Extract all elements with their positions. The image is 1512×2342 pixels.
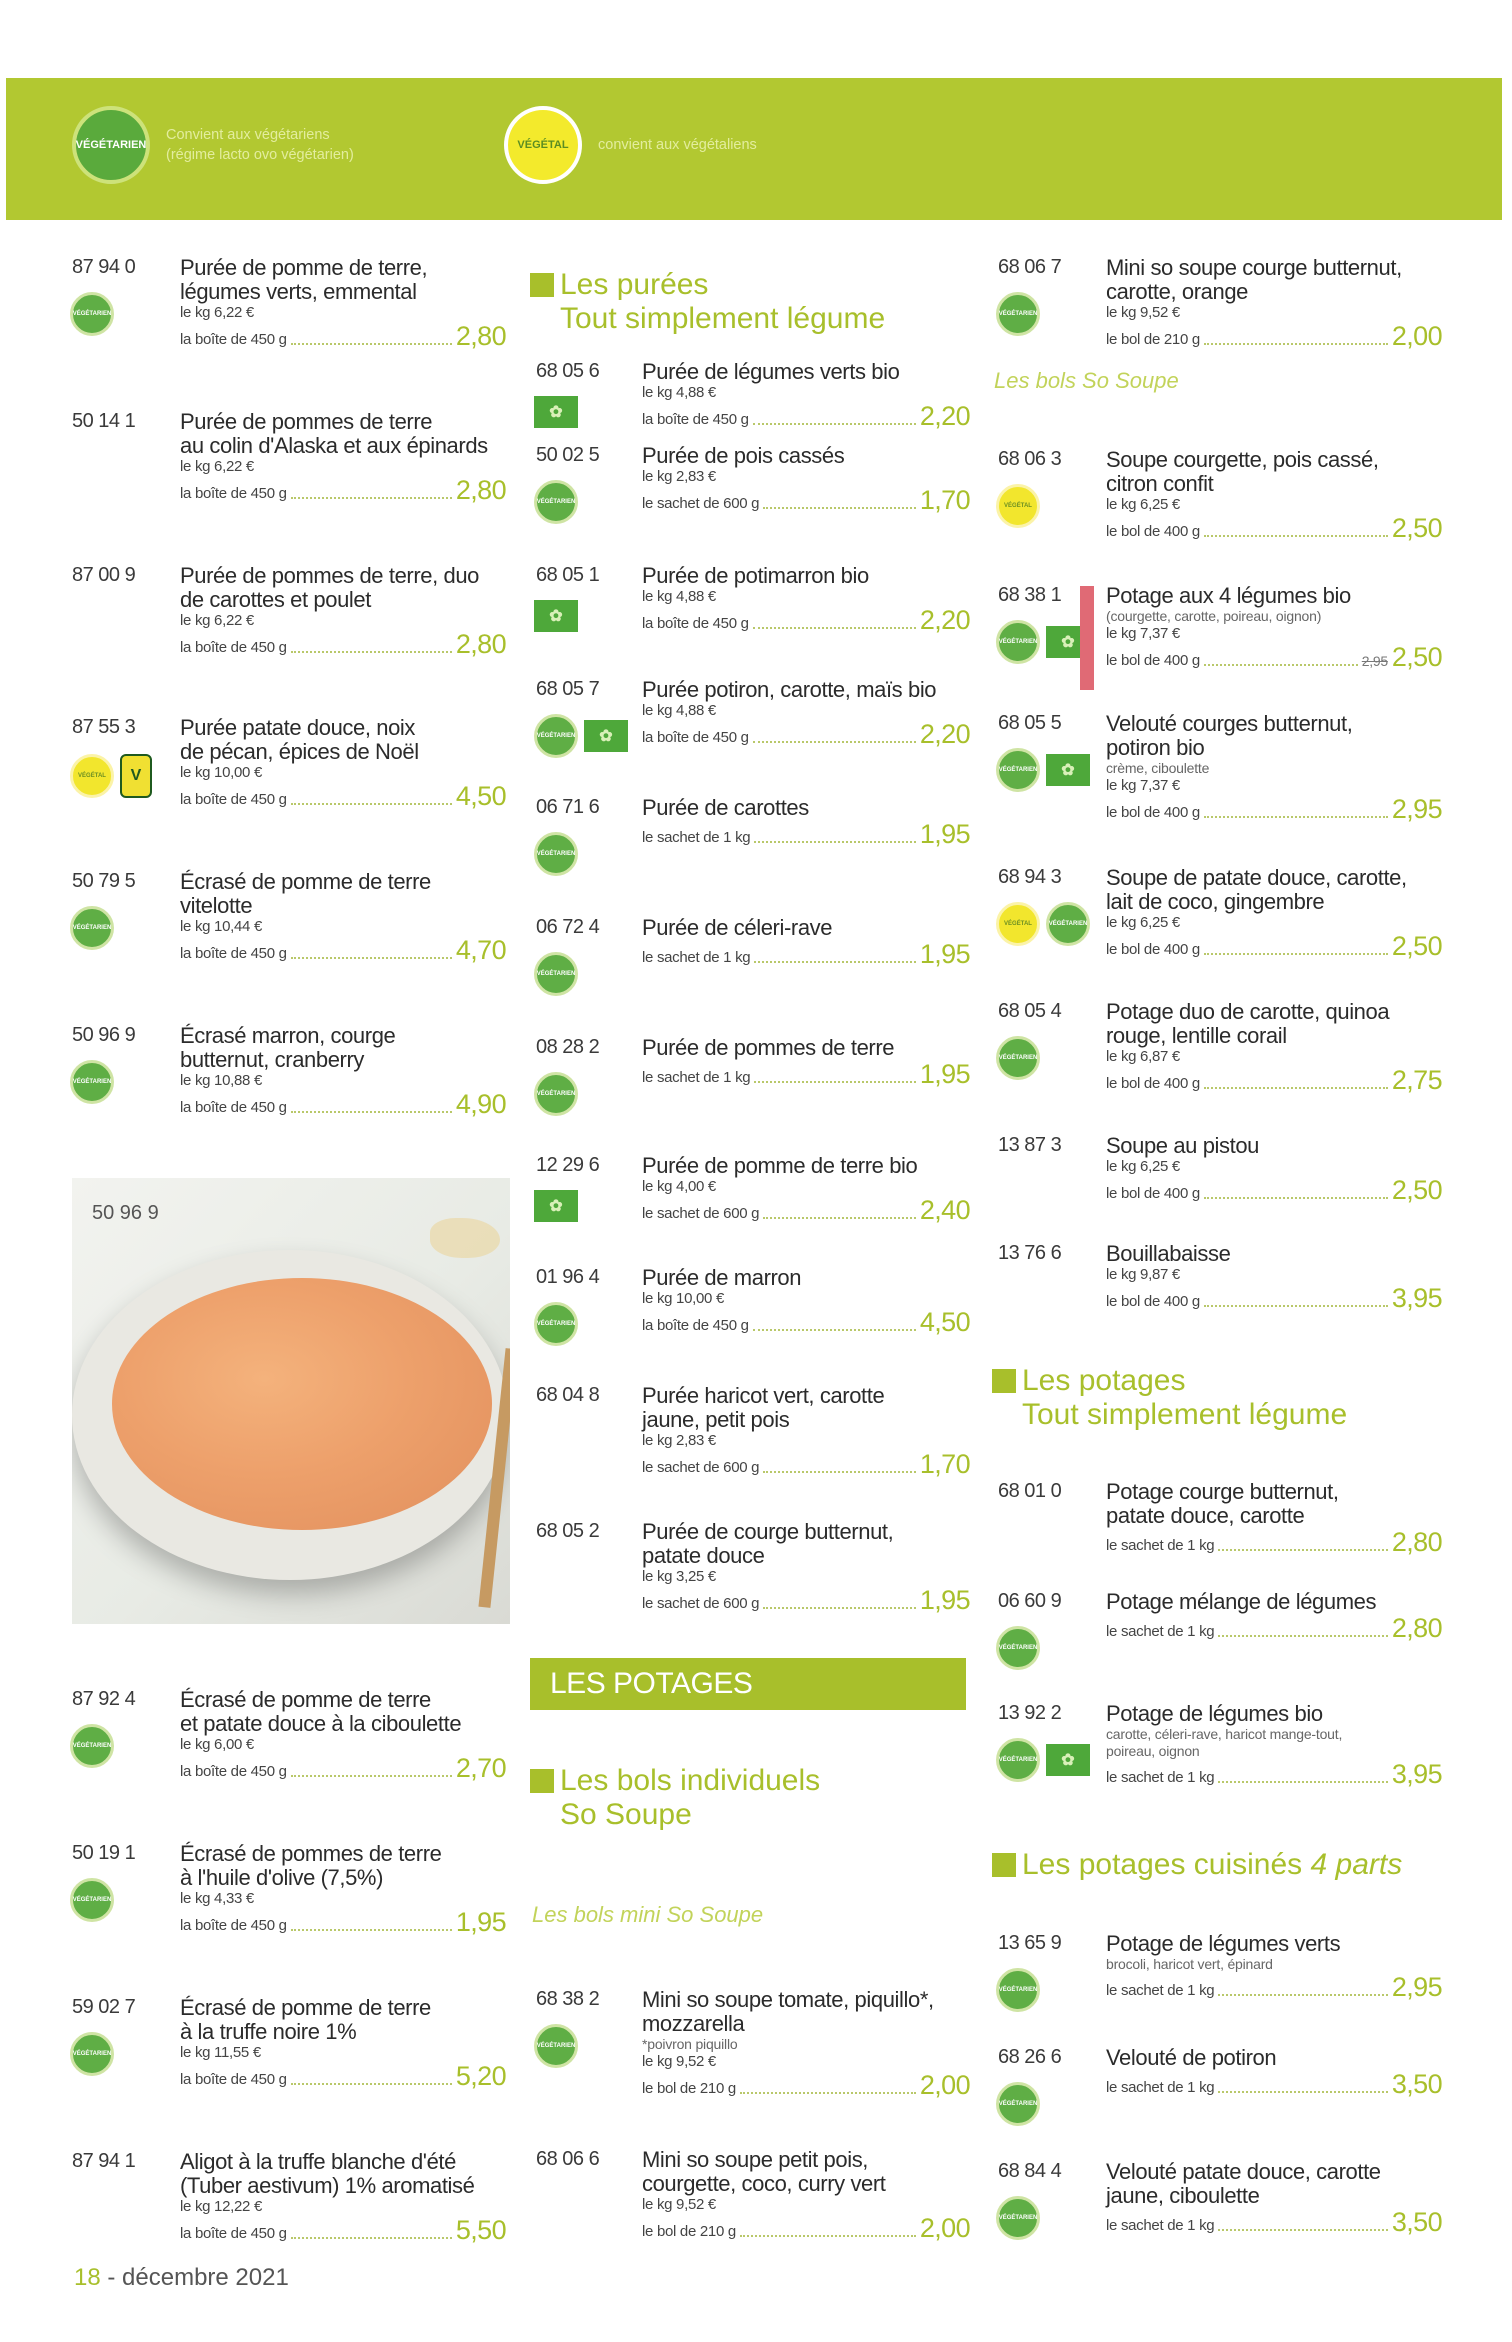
price: 1,70	[919, 1449, 970, 1479]
product-name: jaune, ciboulette	[1106, 2183, 1260, 2208]
bio-label-icon: ✿	[534, 600, 578, 632]
vegetal-badge-icon: VÉGÉTAL	[504, 106, 582, 184]
section-subtitle: Tout simplement légume	[560, 302, 886, 335]
product-name: jaune, petit pois	[642, 1407, 790, 1432]
product-name: Mini so soupe tomate, piquillo*,	[642, 1987, 934, 2012]
package-size: le bol de 400 g	[1106, 1185, 1200, 1202]
section-title: Les potages cuisinés	[1022, 1848, 1303, 1881]
product-name: lait de coco, gingembre	[1106, 889, 1325, 914]
product-name: Purée de céleri-rave	[642, 915, 833, 940]
vegetarien-icon: VÉGÉTARIEN	[996, 1626, 1040, 1670]
section-subtitle: So Soupe	[560, 1798, 692, 1831]
product-code: 68 05 5	[998, 712, 1062, 734]
price: 2,20	[919, 719, 970, 749]
price: 2,95	[1391, 794, 1442, 824]
price: 2,80	[455, 321, 506, 351]
product-code: 68 05 4	[998, 1000, 1062, 1022]
package-size: la boîte de 450 g	[180, 331, 287, 348]
vegetal-icon: VÉGÉTAL	[996, 484, 1040, 528]
product-code: 01 96 4	[536, 1266, 600, 1288]
product-name: Bouillabaisse	[1106, 1241, 1231, 1266]
package-size: la boîte de 450 g	[180, 791, 287, 808]
vegetarien-icon: VÉGÉTARIEN	[996, 2196, 1040, 2240]
vegetarien-icon: VÉGÉTARIEN	[70, 2032, 114, 2076]
price-per-kg: le kg 10,44 €	[180, 918, 262, 935]
product-name: Mini so soupe petit pois,	[642, 2147, 869, 2172]
vegetarien-icon: VÉGÉTARIEN	[996, 1738, 1040, 1782]
product-code: 68 84 4	[998, 2160, 1062, 2182]
price: 2,50	[1391, 931, 1442, 961]
package-size: la boîte de 450 g	[180, 2225, 287, 2242]
product-note: carotte, céleri-rave, haricot mange-tout, poireau, oignon	[1106, 1726, 1343, 1759]
product-name: Potage de légumes verts	[1106, 1931, 1341, 1956]
price: 2,40	[919, 1195, 970, 1225]
product-name: Velouté courges butternut,	[1106, 711, 1353, 736]
vegetarien-icon: VÉGÉTARIEN	[1046, 902, 1090, 946]
vegetarien-icon: VÉGÉTARIEN	[534, 1072, 578, 1116]
promo-marker	[1080, 586, 1094, 690]
price-per-kg: le kg 11,55 €	[180, 2044, 261, 2061]
product-code: 68 05 6	[536, 360, 600, 382]
product-name: à la truffe noire 1%	[180, 2019, 357, 2044]
price: 4,70	[455, 935, 506, 965]
product-code: 68 06 6	[536, 2148, 600, 2170]
product-note: brocoli, haricot vert, épinard	[1106, 1956, 1273, 1972]
product-code: 50 02 5	[536, 444, 600, 466]
package-size: le sachet de 1 kg	[1106, 1769, 1215, 1786]
product-code: 59 02 7	[72, 1996, 136, 2018]
price: 2,50	[1391, 1175, 1442, 1205]
price: 2,80	[1391, 1613, 1442, 1643]
vegetal-icon: VÉGÉTAL	[70, 754, 114, 798]
price: 2,95	[1391, 1972, 1442, 2002]
product-name: patate douce, carotte	[1106, 1503, 1305, 1528]
price-per-kg: le kg 6,22 €	[180, 304, 254, 321]
section-heading	[992, 1848, 1442, 1882]
package-size: le sachet de 1 kg	[1106, 2079, 1215, 2096]
price: 2,80	[1391, 1527, 1442, 1557]
product-name: Écrasé de pomme de terre	[180, 869, 431, 894]
price: 1,95	[919, 819, 970, 849]
product-code: 13 65 9	[998, 1932, 1062, 1954]
product-code: 13 92 2	[998, 1702, 1062, 1724]
product-name: patate douce	[642, 1543, 765, 1568]
decor-shape	[430, 1218, 500, 1258]
price-per-kg: le kg 9,52 €	[642, 2053, 716, 2070]
product-name: Mini so soupe courge butternut,	[1106, 255, 1402, 280]
package-size: le sachet de 1 kg	[642, 949, 751, 966]
price-per-kg: le kg 6,25 €	[1106, 914, 1180, 931]
vegetarien-icon: VÉGÉTARIEN	[996, 1036, 1040, 1080]
price: 2,70	[455, 1753, 506, 1783]
page-footer	[74, 2264, 289, 2292]
section-title-italic: 4 parts	[1310, 1848, 1403, 1881]
vegetarien-icon: VÉGÉTARIEN	[534, 480, 578, 524]
vegetarien-icon: VÉGÉTARIEN	[70, 292, 114, 336]
product-name: Potage aux 4 légumes bio	[1106, 583, 1351, 608]
price: 5,20	[455, 2061, 506, 2091]
issue-date: - décembre 2021	[100, 2264, 289, 2291]
product-note: crème, ciboulette	[1106, 760, 1210, 776]
product-code: 87 55 3	[72, 716, 136, 738]
price-per-kg: le kg 7,37 €	[1106, 777, 1180, 794]
product-name: au colin d'Alaska et aux épinards	[180, 433, 488, 458]
product-name: Purée de pomme de terre bio	[642, 1153, 918, 1178]
product-name: Purée patate douce, noix	[180, 715, 416, 740]
price-per-kg: le kg 6,00 €	[180, 1736, 254, 1753]
price-per-kg: le kg 6,22 €	[180, 458, 254, 475]
package-size: la boîte de 450 g	[642, 1317, 749, 1334]
price: 1,95	[919, 1585, 970, 1615]
vegetarien-icon: VÉGÉTARIEN	[534, 832, 578, 876]
price: 2,80	[455, 475, 506, 505]
package-size: la boîte de 450 g	[180, 1099, 287, 1116]
price: 3,50	[1391, 2207, 1442, 2237]
vegetarien-badge-icon: VÉGÉTARIEN	[72, 106, 150, 184]
product-photo	[72, 1178, 510, 1624]
section-subtitle: Tout simplement légume	[1022, 1398, 1348, 1431]
product-name: légumes verts, emmental	[180, 279, 417, 304]
page-number: 18	[74, 2264, 101, 2291]
price-per-kg: le kg 10,88 €	[180, 1072, 262, 1089]
product-code: 68 38 2	[536, 1988, 600, 2010]
product-name: potiron bio	[1106, 735, 1205, 760]
price-per-kg: le kg 9,52 €	[1106, 304, 1180, 321]
package-size: le sachet de 600 g	[642, 495, 760, 512]
product-name: citron confit	[1106, 471, 1214, 496]
product-name: à l'huile d'olive (7,5%)	[180, 1865, 384, 1890]
product-code: 87 94 1	[72, 2150, 136, 2172]
vegetarien-icon: VÉGÉTARIEN	[996, 620, 1040, 664]
bio-label-icon: ✿	[534, 396, 578, 428]
price-per-kg: le kg 4,00 €	[642, 1178, 716, 1195]
product-code: 06 60 9	[998, 1590, 1062, 1612]
product-code: 87 00 9	[72, 564, 136, 586]
package-size: le sachet de 600 g	[642, 1205, 760, 1222]
product-code: 68 04 8	[536, 1384, 600, 1406]
price: 4,50	[455, 781, 506, 811]
product-code: 87 92 4	[72, 1688, 136, 1710]
product-name: carotte, orange	[1106, 279, 1248, 304]
bio-label-icon: ✿	[1046, 626, 1090, 658]
price-per-kg: le kg 10,00 €	[642, 1290, 724, 1307]
product-name: Potage duo de carotte, quinoa	[1106, 999, 1390, 1024]
product-name: Purée de légumes verts bio	[642, 359, 900, 384]
diet-legend-band	[6, 78, 1502, 220]
package-size: le bol de 400 g	[1106, 523, 1200, 540]
product-code: 68 06 7	[998, 256, 1062, 278]
package-size: le sachet de 1 kg	[642, 829, 751, 846]
product-name: rouge, lentille corail	[1106, 1023, 1287, 1048]
vegetarien-icon: VÉGÉTARIEN	[996, 1968, 1040, 2012]
product-code: 12 29 6	[536, 1154, 600, 1176]
package-size: le sachet de 1 kg	[1106, 1623, 1215, 1640]
package-size: le sachet de 1 kg	[1106, 2217, 1215, 2234]
product-name: de carottes et poulet	[180, 587, 371, 612]
price-per-kg: le kg 4,88 €	[642, 702, 716, 719]
vegetarien-icon: VÉGÉTARIEN	[534, 952, 578, 996]
product-name: Purée de pois cassés	[642, 443, 845, 468]
vegetarien-legend	[72, 106, 354, 184]
price-per-kg: le kg 6,25 €	[1106, 1158, 1180, 1175]
product-name: Purée de marron	[642, 1265, 802, 1290]
product-name: Potage mélange de légumes	[1106, 1589, 1377, 1614]
product-name: Soupe courgette, pois cassé,	[1106, 447, 1379, 472]
product-code: 06 72 4	[536, 916, 600, 938]
vegetarien-icon: VÉGÉTARIEN	[70, 1724, 114, 1768]
price: 4,50	[919, 1307, 970, 1337]
price-per-kg: le kg 4,33 €	[180, 1890, 254, 1907]
price: 2,20	[919, 605, 970, 635]
package-size: le sachet de 1 kg	[1106, 1982, 1215, 1999]
product-name: et patate douce à la ciboulette	[180, 1711, 462, 1736]
product-name: Purée de courge butternut,	[642, 1519, 894, 1544]
product-code: 68 05 2	[536, 1520, 600, 1542]
package-size: le bol de 210 g	[1106, 331, 1200, 348]
section-title: Les potages	[1022, 1364, 1186, 1397]
product-name: butternut, cranberry	[180, 1047, 364, 1072]
product-name: Aligot à la truffe blanche d'été	[180, 2149, 456, 2174]
product-name: de pécan, épices de Noël	[180, 739, 419, 764]
package-size: la boîte de 450 g	[642, 729, 749, 746]
package-size: la boîte de 450 g	[180, 639, 287, 656]
price-per-kg: le kg 12,22 €	[180, 2198, 262, 2215]
sub-heading: Les bols mini So Soupe	[532, 1902, 764, 1927]
vegetarien-icon: VÉGÉTARIEN	[996, 748, 1040, 792]
vegan-icon: V	[120, 754, 152, 798]
product-name: Soupe de patate douce, carotte,	[1106, 865, 1407, 890]
price: 1,70	[919, 485, 970, 515]
bio-label-icon: ✿	[584, 720, 628, 752]
price-per-kg: le kg 2,83 €	[642, 1432, 716, 1449]
price-per-kg: le kg 4,88 €	[642, 588, 716, 605]
product-name: Purée de pommes de terre, duo	[180, 563, 480, 588]
price: 2,50	[1391, 513, 1442, 543]
price: 3,95	[1391, 1283, 1442, 1313]
package-size: la boîte de 450 g	[180, 945, 287, 962]
potages-banner: LES POTAGES	[530, 1658, 966, 1710]
product-code: 06 71 6	[536, 796, 600, 818]
product-name: Écrasé de pomme de terre	[180, 1995, 431, 2020]
package-size: le bol de 400 g	[1106, 652, 1200, 669]
price: 1,95	[919, 939, 970, 969]
bio-label-icon: ✿	[534, 1190, 578, 1222]
product-code: 68 05 1	[536, 564, 600, 586]
product-name: Purée de pomme de terre,	[180, 255, 428, 280]
product-name: Velouté de potiron	[1106, 2045, 1277, 2070]
product-name: Écrasé de pommes de terre	[180, 1841, 442, 1866]
vegetarien-icon: VÉGÉTARIEN	[534, 2024, 578, 2068]
package-size: la boîte de 450 g	[180, 1763, 287, 1780]
vegetarien-legend-line1: Convient aux végétariens	[166, 127, 330, 143]
product-name: Purée potiron, carotte, maïs bio	[642, 677, 937, 702]
price: 3,50	[1391, 2069, 1442, 2099]
package-size: la boîte de 450 g	[180, 485, 287, 502]
price: 2,80	[455, 629, 506, 659]
product-name: mozzarella	[642, 2011, 745, 2036]
product-name: Écrasé de pomme de terre	[180, 1687, 431, 1712]
product-code: 50 79 5	[72, 870, 136, 892]
price: 1,95	[455, 1907, 506, 1937]
puree-shape	[112, 1278, 492, 1530]
section-title: Les purées	[560, 268, 709, 301]
product-code: 87 94 0	[72, 256, 136, 278]
price-per-kg: le kg 4,88 €	[642, 384, 716, 401]
price: 2,00	[919, 2213, 970, 2243]
price-per-kg: le kg 6,87 €	[1106, 1048, 1180, 1065]
package-size: le bol de 400 g	[1106, 1293, 1200, 1310]
price-per-kg: le kg 3,25 €	[642, 1568, 716, 1585]
product-note: *poivron piquillo	[642, 2036, 738, 2052]
section-heading	[530, 268, 970, 336]
section-title: Les bols individuels	[560, 1764, 821, 1797]
price-per-kg: le kg 6,25 €	[1106, 496, 1180, 513]
vegetal-icon: VÉGÉTAL	[996, 902, 1040, 946]
product-name: (Tuber aestivum) 1% aromatisé	[180, 2173, 475, 2198]
product-code: 68 38 1	[998, 584, 1062, 606]
package-size: le bol de 400 g	[1106, 941, 1200, 958]
package-size: le sachet de 600 g	[642, 1595, 760, 1612]
package-size: la boîte de 450 g	[180, 1917, 287, 1934]
package-size: la boîte de 450 g	[642, 411, 749, 428]
price: 1,95	[919, 1059, 970, 1089]
product-code: 68 94 3	[998, 866, 1062, 888]
product-code: 50 96 9	[72, 1024, 136, 1046]
vegetarien-icon: VÉGÉTARIEN	[70, 906, 114, 950]
product-code: 68 26 6	[998, 2046, 1062, 2068]
price: 2,20	[919, 401, 970, 431]
price-per-kg: le kg 2,83 €	[642, 468, 716, 485]
sub-heading: Les bols So Soupe	[994, 368, 1179, 393]
product-note: (courgette, carotte, poireau, oignon)	[1106, 608, 1322, 624]
product-code: 50 14 1	[72, 410, 136, 432]
package-size: le bol de 400 g	[1106, 804, 1200, 821]
vegetarien-legend-line2: (régime lacto ovo végétarien)	[166, 147, 354, 163]
price: 2,50	[1391, 642, 1442, 672]
package-size: la boîte de 450 g	[642, 615, 749, 632]
product-name: Potage courge butternut,	[1106, 1479, 1339, 1504]
product-name: Potage de légumes bio	[1106, 1701, 1323, 1726]
product-code: 68 05 7	[536, 678, 600, 700]
package-size: le sachet de 1 kg	[642, 1069, 751, 1086]
price-per-kg: le kg 6,22 €	[180, 612, 254, 629]
vegetarien-icon: VÉGÉTARIEN	[70, 1878, 114, 1922]
vegetal-legend	[504, 106, 757, 184]
product-name: Purée de potimarron bio	[642, 563, 869, 588]
product-name: Purée de pommes de terre	[642, 1035, 895, 1060]
price: 5,50	[455, 2215, 506, 2245]
product-name: Purée haricot vert, carotte	[642, 1383, 885, 1408]
vegetal-legend-text: convient aux végétaliens	[598, 137, 757, 153]
vegetarien-icon: VÉGÉTARIEN	[996, 2082, 1040, 2126]
product-name: Purée de carottes	[642, 795, 809, 820]
product-code: 50 19 1	[72, 1842, 136, 1864]
price: 3,95	[1391, 1759, 1442, 1789]
product-name: Velouté patate douce, carotte	[1106, 2159, 1381, 2184]
vegetarien-icon: VÉGÉTARIEN	[996, 292, 1040, 336]
price-per-kg: le kg 9,87 €	[1106, 1266, 1180, 1283]
product-code: 13 87 3	[998, 1134, 1062, 1156]
price-per-kg: le kg 7,37 €	[1106, 625, 1180, 642]
package-size: le bol de 400 g	[1106, 1075, 1200, 1092]
product-code: 68 01 0	[998, 1480, 1062, 1502]
product-name: vitelotte	[180, 893, 253, 918]
bio-label-icon: ✿	[1046, 754, 1090, 786]
price: 2,00	[1391, 321, 1442, 351]
package-size: le bol de 210 g	[642, 2080, 736, 2097]
price: 4,90	[455, 1089, 506, 1119]
package-size: le bol de 210 g	[642, 2223, 736, 2240]
product-code: 68 06 3	[998, 448, 1062, 470]
price: 2,00	[919, 2070, 970, 2100]
section-heading	[530, 1764, 970, 1832]
bio-label-icon: ✿	[1046, 1744, 1090, 1776]
product-code: 13 76 6	[998, 1242, 1062, 1264]
price-per-kg: le kg 9,52 €	[642, 2196, 716, 2213]
price-per-kg: le kg 10,00 €	[180, 764, 262, 781]
product-name: courgette, coco, curry vert	[642, 2171, 886, 2196]
package-size: le sachet de 600 g	[642, 1459, 760, 1476]
product-code: 08 28 2	[536, 1036, 600, 1058]
section-heading	[992, 1364, 1442, 1432]
old-price: 2,95	[1361, 653, 1388, 669]
product-name: Purée de pommes de terre	[180, 409, 433, 434]
package-size: la boîte de 450 g	[180, 2071, 287, 2088]
vegetarien-icon: VÉGÉTARIEN	[534, 714, 578, 758]
vegetarien-icon: VÉGÉTARIEN	[534, 1302, 578, 1346]
photo-product-code: 50 96 9	[92, 1202, 159, 1224]
package-size: le sachet de 1 kg	[1106, 1537, 1215, 1554]
price: 2,75	[1391, 1065, 1442, 1095]
product-name: Écrasé marron, courge	[180, 1023, 396, 1048]
product-name: Soupe au pistou	[1106, 1133, 1260, 1158]
vegetarien-icon: VÉGÉTARIEN	[70, 1060, 114, 1104]
